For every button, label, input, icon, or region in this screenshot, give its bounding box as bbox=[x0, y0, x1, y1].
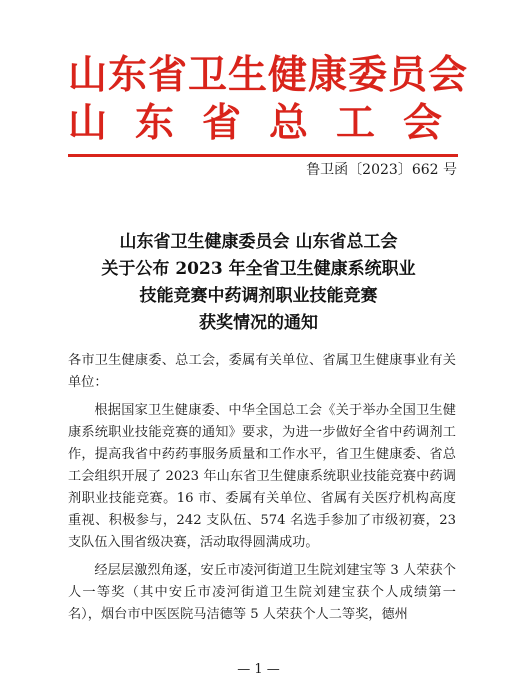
title-line-3: 技能竞赛中药调剂职业技能竞赛 bbox=[139, 286, 378, 306]
issuer-header-trade-union: 山东省总工会 bbox=[68, 101, 471, 146]
document-title bbox=[60, 229, 457, 337]
document-number: 鲁卫函〔2023〕662 号 bbox=[306, 162, 457, 178]
title-line-4: 获奖情况的通知 bbox=[199, 313, 318, 333]
body-paragraph-1: 根据国家卫生健康委、中华全国总工会《关于举办全国卫生健康系统职业技能竞赛的通知》要求，为进一步做好全省中药调剂工作，提高我省中药药事服务质量和工作水平，省卫生健康委、省总工会组织开展了 2023 年山东省卫生健康系统职业技能竞赛中药调剂职业技能竞赛。16 市、委属有关单位、省属有关医疗机构高度重视、积极参与，242 支队伍、574 名选手参加了市级初赛，23 支队伍入围省级决赛，活动取得圆满成功。 bbox=[68, 403, 456, 550]
title-line-2: 关于公布 2023 年全省卫生健康系统职业 bbox=[101, 259, 416, 279]
issuer-header-health-commission: 山东省卫生健康委员会 bbox=[68, 53, 469, 98]
title-line-1: 山东省卫生健康委员会 山东省总工会 bbox=[119, 232, 398, 252]
addressee-paragraph: 各市卫生健康委、总工会，委属有关单位、省属卫生健康事业有关单位： bbox=[68, 353, 456, 390]
body-paragraph-2: 经层层激烈角逐，安丘市凌河街道卫生院刘建宝等 3 人荣获个人一等奖（其中安丘市凌河街道卫生院刘建宝获个人成绩第一名），烟台市中医医院马洁德等 5 人荣获个人二等奖，德州 bbox=[68, 563, 456, 622]
document-body bbox=[68, 350, 456, 632]
page-number: — 1 — bbox=[237, 662, 280, 677]
red-divider-line bbox=[68, 154, 458, 157]
